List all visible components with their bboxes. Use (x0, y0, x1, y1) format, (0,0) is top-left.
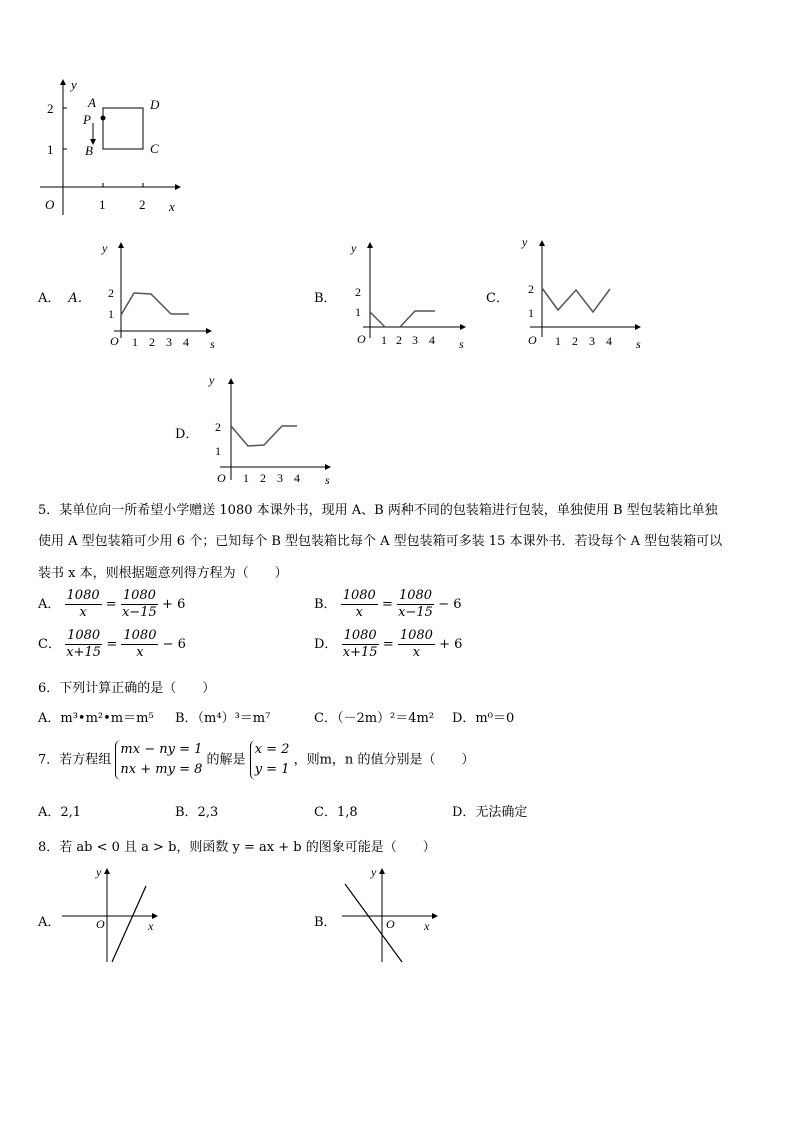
graph-c-xtick: 1 (555, 334, 561, 348)
graph-b-ytick: 1 (355, 305, 361, 319)
q8a-x: x (148, 919, 154, 933)
graph-c-xtick: 2 (572, 334, 578, 348)
graph-c-y: y (522, 235, 528, 249)
q4-graph-d (205, 370, 340, 490)
q5-stem-line1: 5．某单位向一所希望小学赠送 1080 本课外书，现用 A、B 两种不同的包装箱进行包装，单独使用 B 型包装箱比单独 (38, 503, 718, 518)
top-origin: O (45, 197, 55, 212)
graph-b-ytick: 2 (355, 285, 361, 299)
q4-option-a-label[interactable]: A． A． (38, 291, 91, 306)
q6-stem: 6．下列计算正确的是（ ） (38, 681, 216, 696)
graph-c-ytick: 2 (528, 282, 534, 296)
graph-a-y: y (102, 241, 108, 255)
graph-a-ytick: 1 (108, 307, 114, 321)
graph-d-ytick: 1 (215, 444, 221, 458)
q8b-y: y (371, 865, 377, 879)
q4-option-c-label[interactable]: C． (486, 291, 509, 306)
q6-option-d[interactable]: D．m⁰＝0 (452, 711, 515, 726)
q5-option-a[interactable]: A． $\frac{1080}{x}$ = $\frac{1080}{x-15}$ + 6 (38, 588, 186, 620)
graph-c-xtick: 4 (606, 334, 612, 348)
graph-d-ytick: 2 (215, 420, 221, 434)
point-a: A (88, 95, 96, 110)
graph-d-y: y (209, 373, 215, 387)
top-y-label: y (71, 77, 77, 92)
q5-stem-line3: 装书 x 本，则根据题意列得方程为（ ） (38, 566, 288, 581)
q7-option-c[interactable]: C．1,8 (314, 805, 358, 820)
graph-a-xtick: 1 (132, 335, 138, 349)
graph-d-s: s (325, 473, 330, 487)
q7-stem: 7．若方程组 mx − ny = 1 nx + my = 8 的解是 x = 2 y = 1 ，则m，n 的值分别是（ ） (38, 740, 474, 780)
point-b: B (85, 143, 93, 158)
graph-d-xtick: 2 (260, 471, 266, 485)
q4-graph-a (96, 238, 226, 353)
q8a-origin: O (96, 917, 105, 931)
graph-d-xtick: 4 (294, 471, 300, 485)
q4-graph-b (345, 238, 475, 353)
graph-d-origin: O (217, 471, 226, 485)
q5-option-c[interactable]: C． $\frac{1080}{x+15}$ = $\frac{1080}{x}$ − 6 (38, 628, 186, 660)
q8-option-b-label[interactable]: B． (314, 915, 337, 930)
graph-a-xtick: 4 (183, 335, 189, 349)
q8-graph-b (340, 862, 450, 967)
q6-option-b[interactable]: B．（m⁴）³＝m⁷ (175, 711, 271, 726)
top-x-tick-1: 1 (99, 197, 106, 212)
q7-option-d[interactable]: D．无法确定 (452, 805, 528, 820)
q5-option-d[interactable]: D． $\frac{1080}{x+15}$ = $\frac{1080}{x}$ + 6 (314, 628, 463, 660)
graph-c-s: s (636, 337, 641, 351)
graph-b-xtick: 4 (429, 333, 435, 347)
top-x-label: x (169, 199, 175, 214)
q8-graph-a (60, 862, 170, 967)
graph-b-origin: O (357, 332, 366, 346)
graph-b-xtick: 1 (381, 333, 387, 347)
graph-a-s: s (210, 337, 215, 351)
point-d: D (150, 97, 160, 112)
point-c: C (150, 141, 159, 156)
graph-b-xtick: 2 (396, 333, 402, 347)
q5-stem-line2: 使用 A 型包装箱可少用 6 个；已知每个 B 型包装箱比每个 A 型包装箱可多装 15 本课外书．若设每个 A 型包装箱可以 (38, 534, 723, 549)
q6-option-c[interactable]: C．（－2m）²＝4m² (314, 711, 435, 726)
point-p: P (83, 112, 91, 127)
graph-a-xtick: 2 (149, 335, 155, 349)
q8-option-a-label[interactable]: A． (38, 915, 61, 930)
q8-stem: 8．若 ab < 0 且 a > b，则函数 y = ax + b 的图象可能是（ ） (38, 840, 436, 855)
top-x-tick-2: 2 (139, 197, 146, 212)
graph-a-ytick: 2 (108, 286, 114, 300)
q4-graph-c (520, 232, 650, 352)
graph-d-xtick: 1 (243, 471, 249, 485)
q5-option-b[interactable]: B． $\frac{1080}{x}$ = $\frac{1080}{x-15}$ − 6 (314, 588, 462, 620)
q7-option-b[interactable]: B．2,3 (175, 805, 219, 820)
top-coordinate-figure (35, 75, 195, 225)
graph-b-xtick: 3 (412, 333, 418, 347)
graph-b-s: s (459, 337, 464, 351)
graph-c-ytick: 1 (528, 306, 534, 320)
graph-d-xtick: 3 (277, 471, 283, 485)
graph-c-xtick: 3 (589, 334, 595, 348)
graph-a-origin: O (110, 334, 119, 348)
q4-option-d-label[interactable]: D． (175, 427, 199, 442)
q6-option-a[interactable]: A．m³•m²•m＝m⁵ (38, 711, 154, 726)
q8b-origin: O (386, 917, 395, 931)
top-y-tick-2: 2 (47, 101, 54, 116)
q8a-y: y (96, 865, 102, 879)
graph-b-y: y (351, 241, 357, 255)
graph-c-origin: O (528, 333, 537, 347)
q4-option-b-label[interactable]: B． (314, 291, 337, 306)
q8b-x: x (424, 919, 430, 933)
top-y-tick-1: 1 (47, 142, 54, 157)
q7-option-a[interactable]: A．2,1 (38, 805, 82, 820)
graph-a-xtick: 3 (166, 335, 172, 349)
